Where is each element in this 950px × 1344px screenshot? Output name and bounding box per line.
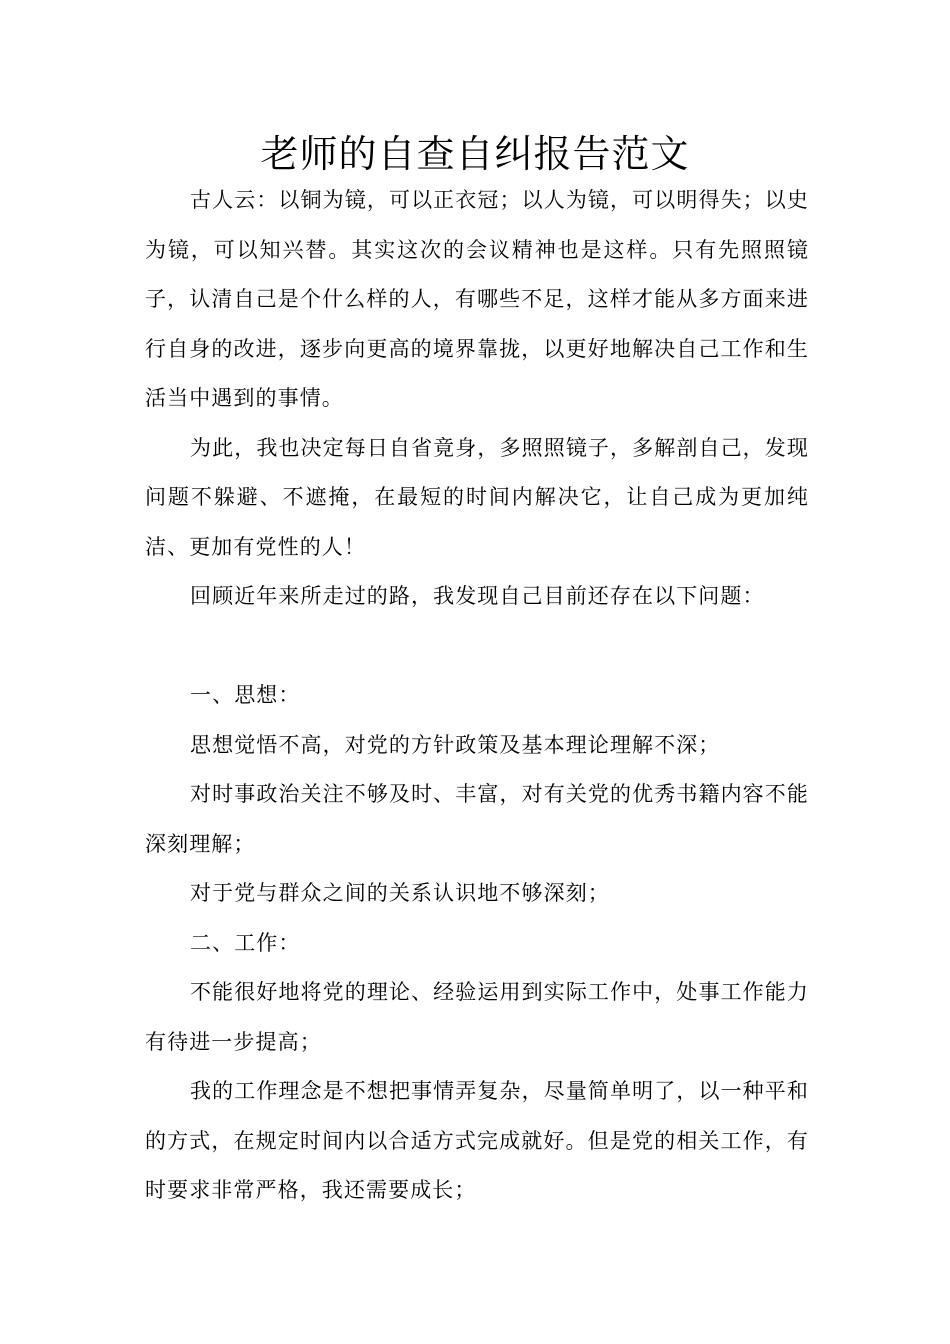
paragraph-work-1: 不能很好地将党的理论、经验运用到实际工作中，处事工作能力有待进一步提高； — [145, 980, 809, 1054]
blank-line — [145, 622, 809, 672]
paragraph-intro: 古人云：以铜为镜，可以正衣冠；以人为镜，可以明得失；以史为镜，可以知兴替。其实这次的会议精神也是这样。只有先照照镜子，认清自己是个什么样的人，有哪些不足，这样才能从多方面来进行自身的改进，逐步向更高的境界靠拢，以更好地解决自己工作和生活当中遇到的事情。 — [145, 188, 809, 410]
paragraph-thought-2: 对时事政治关注不够及时、丰富，对有关党的优秀书籍内容不能深刻理解； — [145, 782, 809, 856]
paragraph-review: 回顾近年来所走过的路，我发现自己目前还存在以下问题： — [190, 584, 765, 608]
section-heading-thought: 一、思想： — [190, 683, 301, 707]
paragraph-resolution: 为此，我也决定每日自省竟身，多照照镜子，多解剖自己，发现问题不躲避、不遮掩，在最短的时间内解决它，让自己成为更加纯洁、更加有党性的人！ — [145, 435, 809, 559]
document-title: 老师的自查自纠报告范文 — [260, 132, 690, 176]
paragraph-thought-1: 思想觉悟不高，对党的方针政策及基本理论理解不深； — [190, 732, 721, 757]
section-heading-work: 二、工作： — [190, 930, 301, 955]
document-body — [145, 176, 809, 1216]
paragraph-work-2: 我的工作理念是不想把事情弄复杂，尽量简单明了，以一种平和的方式，在规定时间内以合适方式完成就好。但是党的相关工作，有时要求非常严格，我还需要成长； — [145, 1079, 809, 1202]
paragraph-thought-3: 对于党与群众之间的关系认识地不够深刻； — [190, 881, 610, 905]
